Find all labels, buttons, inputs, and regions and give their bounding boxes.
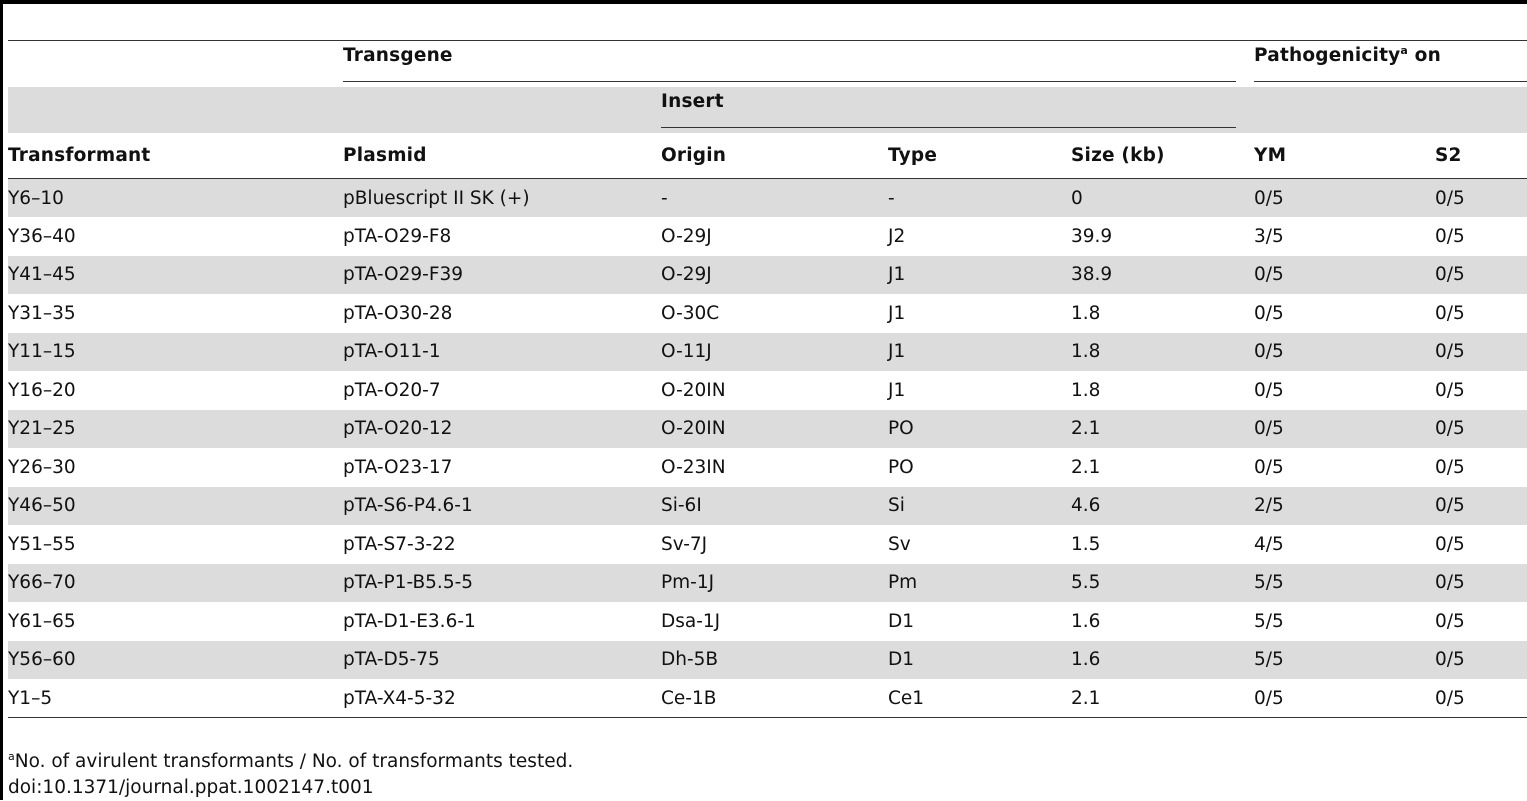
table-row	[8, 217, 1527, 256]
cell-s2: 0/5	[1435, 495, 1465, 517]
pathogenicity-text: Pathogenicity	[1254, 45, 1401, 67]
table-row	[8, 179, 1527, 218]
header-empty-cell	[343, 87, 661, 133]
cell-s2: 0/5	[1435, 341, 1465, 363]
cell-transformant: Y51–55	[8, 533, 76, 555]
header-empty-cell	[1435, 87, 1527, 133]
cell-type: -	[888, 187, 895, 209]
col-header-origin: Origin	[661, 133, 888, 179]
cell-origin: Pm-1J	[661, 572, 715, 594]
cell-plasmid: pTA-O29-F39	[343, 264, 464, 286]
table-row	[8, 410, 1527, 449]
cell-ym: 0/5	[1254, 418, 1284, 440]
cell-type: PO	[888, 456, 914, 478]
cell-size: 4.6	[1071, 495, 1101, 517]
header-row-3	[8, 133, 1527, 179]
cell-plasmid: pTA-S6-P4.6-1	[343, 495, 473, 517]
cell-type: PO	[888, 418, 914, 440]
cell-size: 2.1	[1071, 418, 1101, 440]
footnote-mark: a	[8, 750, 15, 763]
header-row-1	[8, 41, 1527, 87]
pathogenicity-footnote-mark: a	[1400, 44, 1409, 58]
header-row-2	[8, 87, 1527, 133]
cell-s2: 0/5	[1435, 225, 1465, 247]
cell-type: J1	[888, 341, 906, 363]
cell-s2: 0/5	[1435, 379, 1465, 401]
cell-transformant: Y41–45	[8, 264, 76, 286]
table-row	[8, 641, 1527, 680]
cell-origin: Sv-7J	[661, 533, 708, 555]
header-empty-cell	[8, 87, 343, 133]
cell-s2: 0/5	[1435, 187, 1465, 209]
cell-size: 39.9	[1071, 225, 1113, 247]
cell-transformant: Y11–15	[8, 341, 76, 363]
header-transgene	[343, 41, 1254, 87]
table-body	[8, 179, 1527, 718]
cell-plasmid: pTA-O29-F8	[343, 225, 452, 247]
cell-transformant: Y56–60	[8, 649, 76, 671]
cell-type: Si	[888, 495, 905, 517]
header-pathogenicity	[1254, 41, 1527, 87]
cell-origin: Dsa-1J	[661, 610, 721, 632]
cell-ym: 4/5	[1254, 533, 1284, 555]
table-row	[8, 294, 1527, 333]
cell-ym: 0/5	[1254, 379, 1284, 401]
cell-size: 1.5	[1071, 533, 1101, 555]
table-row	[8, 333, 1527, 372]
cell-transformant: Y36–40	[8, 225, 76, 247]
cell-ym: 0/5	[1254, 341, 1284, 363]
cell-transformant: Y21–25	[8, 418, 76, 440]
cell-origin: Dh-5B	[661, 649, 719, 671]
insert-label: Insert	[661, 91, 1236, 128]
cell-type: J1	[888, 379, 906, 401]
cell-transformant: Y46–50	[8, 495, 76, 517]
cell-type: D1	[888, 610, 915, 632]
table-row	[8, 525, 1527, 564]
cell-plasmid: pTA-O11-1	[343, 341, 441, 363]
cell-size: 1.6	[1071, 610, 1101, 632]
cell-origin: O-29J	[661, 225, 712, 247]
cell-origin: Ce-1B	[661, 679, 888, 718]
cell-s2: 0/5	[1435, 264, 1465, 286]
table-row	[8, 487, 1527, 526]
cell-plasmid: pTA-O30-28	[343, 302, 453, 324]
cell-ym: 0/5	[1254, 679, 1435, 718]
cell-ym: 0/5	[1254, 302, 1284, 324]
cell-ym: 2/5	[1254, 495, 1284, 517]
cell-plasmid: pTA-X4-5-32	[343, 679, 661, 718]
cell-size: 1.8	[1071, 379, 1101, 401]
cell-type: Sv	[888, 533, 911, 555]
cell-type: D1	[888, 649, 915, 671]
cell-ym: 0/5	[1254, 187, 1284, 209]
cell-transformant: Y66–70	[8, 572, 76, 594]
cell-s2: 0/5	[1435, 610, 1465, 632]
cell-s2: 0/5	[1435, 533, 1465, 555]
cell-transformant: Y26–30	[8, 456, 76, 478]
col-header-s2: S2	[1435, 133, 1527, 179]
data-table	[8, 40, 1527, 718]
cell-origin: O-11J	[661, 341, 712, 363]
cell-ym: 0/5	[1254, 264, 1284, 286]
cell-transformant: Y31–35	[8, 302, 76, 324]
cell-size: 1.8	[1071, 302, 1101, 324]
cell-origin: O-20IN	[661, 418, 726, 440]
cell-size: 1.8	[1071, 341, 1101, 363]
cell-transformant: Y16–20	[8, 379, 76, 401]
col-header-size: Size (kb)	[1071, 133, 1254, 179]
cell-origin: O-20IN	[661, 379, 726, 401]
cell-s2: 0/5	[1435, 418, 1465, 440]
cell-s2: 0/5	[1435, 302, 1465, 324]
cell-type: J1	[888, 264, 906, 286]
table-row	[8, 564, 1527, 603]
cell-transformant: Y6–10	[8, 187, 64, 209]
cell-size: 0	[1071, 187, 1083, 209]
cell-origin: O-29J	[661, 264, 712, 286]
cell-size: 1.6	[1071, 649, 1101, 671]
cell-plasmid: pTA-P1-B5.5-5	[343, 572, 474, 594]
cell-size: 5.5	[1071, 572, 1101, 594]
cell-ym: 5/5	[1254, 610, 1284, 632]
cell-ym: 0/5	[1254, 456, 1284, 478]
cell-size: 2.1	[1071, 456, 1101, 478]
col-header-ym: YM	[1254, 133, 1435, 179]
table-row	[8, 602, 1527, 641]
cell-transformant: Y1–5	[8, 679, 343, 718]
cell-plasmid: pTA-O23-17	[343, 456, 453, 478]
table-row	[8, 256, 1527, 295]
footnote	[8, 748, 573, 775]
top-border	[0, 0, 1527, 4]
pathogenicity-label	[1254, 45, 1527, 82]
cell-ym: 5/5	[1254, 572, 1284, 594]
cell-transformant: Y61–65	[8, 610, 76, 632]
cell-size: 38.9	[1071, 264, 1113, 286]
transgene-label: Transgene	[343, 45, 1236, 82]
cell-origin: -	[661, 187, 668, 209]
table-row	[8, 448, 1527, 487]
table-row	[8, 371, 1527, 410]
cell-type: Ce1	[888, 679, 1071, 718]
left-border	[0, 0, 3, 800]
cell-s2: 0/5	[1435, 456, 1465, 478]
cell-plasmid: pTA-S7-3-22	[343, 533, 456, 555]
cell-plasmid: pBluescript II SK (+)	[343, 187, 530, 209]
cell-type: Pm	[888, 572, 918, 594]
header-insert	[661, 87, 1254, 133]
cell-ym: 5/5	[1254, 649, 1284, 671]
cell-plasmid: pTA-D1-E3.6-1	[343, 610, 476, 632]
cell-origin: O-30C	[661, 302, 720, 324]
cell-s2: 0/5	[1435, 649, 1465, 671]
doi-text: doi:10.1371/journal.ppat.1002147.t001	[8, 777, 374, 798]
cell-type: J2	[888, 225, 906, 247]
table-header	[8, 41, 1527, 179]
col-header-transformant: Transformant	[8, 133, 343, 179]
col-header-type: Type	[888, 133, 1071, 179]
footnote-text: No. of avirulent transformants / No. of transformants tested.	[14, 751, 574, 772]
cell-plasmid: pTA-O20-7	[343, 379, 441, 401]
cell-size: 2.1	[1071, 679, 1254, 718]
table-row	[8, 679, 1527, 718]
header-empty-cell	[1254, 87, 1435, 133]
header-empty-cell	[8, 41, 343, 87]
cell-plasmid: pTA-O20-12	[343, 418, 453, 440]
cell-plasmid: pTA-D5-75	[343, 649, 440, 671]
cell-ym: 3/5	[1254, 225, 1284, 247]
cell-type: J1	[888, 302, 906, 324]
cell-s2: 0/5	[1435, 572, 1465, 594]
cell-origin: O-23IN	[661, 456, 726, 478]
col-header-plasmid: Plasmid	[343, 133, 661, 179]
pathogenicity-on-text: on	[1408, 45, 1441, 67]
cell-origin: Si-6I	[661, 495, 702, 517]
cell-s2: 0/5	[1435, 679, 1527, 718]
